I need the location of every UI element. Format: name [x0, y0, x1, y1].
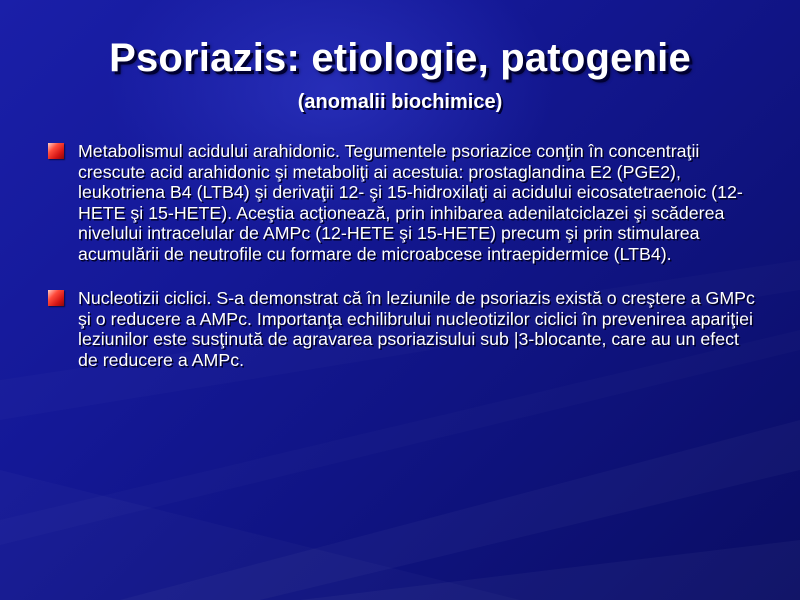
bullet-text: Metabolismul acidului arahidonic. Tegumentele psoriazice conţin în concentraţii crescute acid arahidonic şi metaboliţi ai acestuia: prostaglandina E2 (PGE2), leukotriena B4 (LTB4) şi derivaţii 12- şi 15-hidroxilaţi ai acidului eicosatetraenoic (12-HETE şi 15-HETE). Aceştia acţionează, prin inhibarea adenilatciclazei şi scăderea nivelului intracelular de AMPc (12-HETE şi 15-HETE) precum şi prin stimularea acumulării de neutrofile cu formare de microabcese intraepidermice (LTB4). [78, 141, 743, 264]
red-square-bullet-icon [48, 143, 64, 159]
bullet-item-arachidonic [48, 141, 760, 264]
bullet-item-cyclic-nucleotides [48, 288, 760, 370]
bullet-text: Nucleotizii ciclici. S-a demonstrat că în leziunile de psoriazis există o creştere a GMPc şi o reducere a AMPc. Importanţa echilibrului nucleotizilor ciclici în prevenirea apariţiei leziunilor este susţinută de agravarea psoriazisului sub |3-blocante, care au un efect de reducere a AMPc. [78, 288, 755, 370]
slide-subtitle: (anomalii biochimice) [297, 91, 503, 113]
red-square-bullet-icon [48, 290, 64, 306]
bullet-list [48, 141, 760, 370]
slide-title: Psoriazis: etiologie, patogenie [109, 36, 691, 80]
